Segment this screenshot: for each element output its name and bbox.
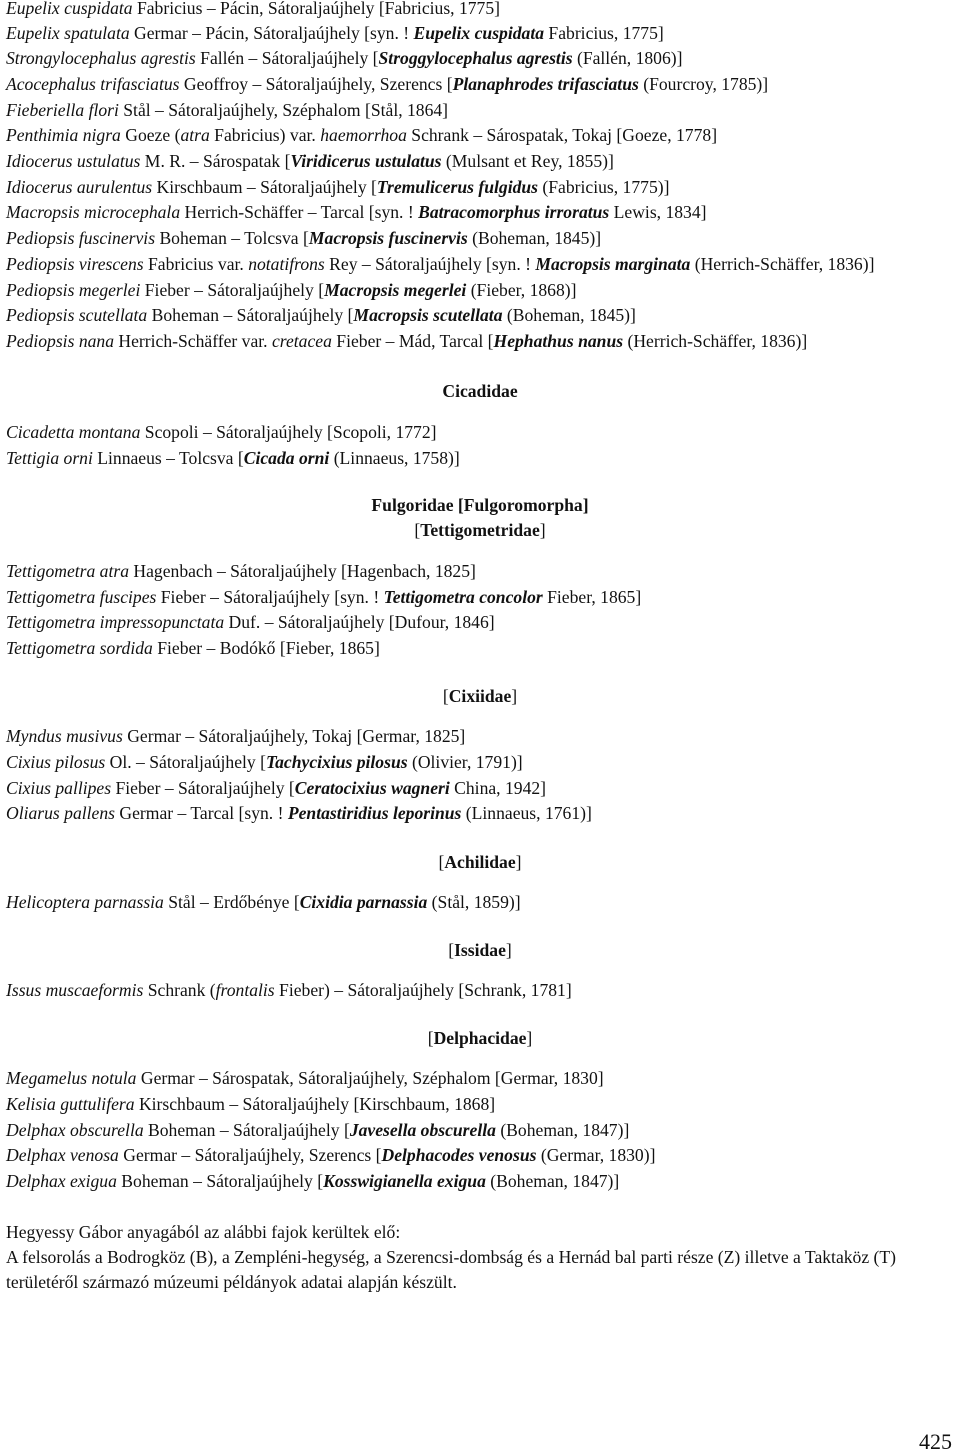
species-entry	[6, 586, 956, 608]
species-name: Helicoptera parnassia	[6, 892, 164, 912]
species-entry	[6, 421, 956, 443]
species-name: Oliarus pallens	[6, 803, 115, 823]
valid-species-name: Macropsis fuscinervis	[308, 228, 468, 248]
entry-text: Rey – Sátoraljaújhely [syn. !	[324, 254, 536, 274]
species-name: Pediopsis megerlei	[6, 280, 141, 300]
entry-text: Schrank (	[143, 980, 216, 1000]
entry-text: Fieber – Bodókő [Fieber, 1865]	[152, 638, 380, 658]
entry-text: Goeze (	[120, 125, 181, 145]
species-name: Issus muscaeformis	[6, 980, 144, 1000]
species-entry	[6, 150, 956, 172]
valid-species-name: Pentastiridius leporinus	[287, 803, 462, 823]
entry-text: Fieber, 1865]	[542, 587, 642, 607]
species-name: Myndus musivus	[6, 726, 123, 746]
entry-text: Stål – Sátoraljaújhely, Széphalom [Stål, 1864]	[118, 100, 449, 120]
species-entry	[6, 611, 956, 633]
entry-text: (Boheman, 1847)]	[495, 1120, 630, 1140]
species-name: atra	[180, 125, 210, 145]
species-entry	[6, 802, 956, 824]
entry-text: Ol. – Sátoraljaújhely [	[105, 752, 266, 772]
species-name: Idiocerus aurulentus	[6, 177, 153, 197]
entry-text: Germar – Sárospatak, Sátoraljaújhely, Széphalom [Germar, 1830]	[136, 1068, 604, 1088]
entry-text: Kirschbaum – Sátoraljaújhely [Kirschbaum, 1868]	[134, 1094, 496, 1114]
species-name: Delphax exigua	[6, 1171, 117, 1191]
entry-text: China, 1942]	[449, 778, 547, 798]
species-entry	[6, 637, 956, 659]
valid-species-name: Ceratocixius wagneri	[294, 778, 450, 798]
species-name: Macropsis microcephala	[6, 202, 181, 222]
section-heading-cicadidae: Cicadidae	[442, 381, 518, 401]
valid-species-name: Cicada orni	[243, 448, 330, 468]
entry-text: (Boheman, 1845)]	[467, 228, 602, 248]
entry-text: Geoffroy – Sátoraljaújhely, Szerencs [	[179, 74, 453, 94]
species-entry	[6, 560, 956, 582]
entry-text: Fieber – Sátoraljaújhely [	[140, 280, 325, 300]
entry-text: Boheman – Sátoraljaújhely [	[116, 1171, 324, 1191]
species-entry	[6, 330, 956, 352]
entry-text: (Linnaeus, 1761)]	[461, 803, 592, 823]
species-entry	[6, 47, 956, 69]
entry-text: Boheman – Tolcsva [	[155, 228, 309, 248]
valid-species-name: Eupelix cuspidata	[413, 23, 545, 43]
species-entry	[6, 0, 956, 19]
entry-text: (Herrich-Schäffer, 1836)]	[623, 331, 808, 351]
species-name: Tettigometra sordida	[6, 638, 153, 658]
species-entry	[6, 447, 956, 469]
species-name: Acocephalus trifasciatus	[6, 74, 180, 94]
entry-text: (Linnaeus, 1758)]	[329, 448, 460, 468]
section-heading-delphacidae: [Delphacidae]	[427, 1028, 533, 1048]
entry-text: Boheman – Sátoraljaújhely [	[143, 1120, 350, 1140]
valid-species-name: Hephathus nanus	[493, 331, 624, 351]
species-name: Pediopsis scutellata	[6, 305, 148, 325]
entry-text: Fabricius – Pácin, Sátoraljaújhely [Fabricius, 1775]	[132, 0, 501, 18]
entry-text: (Olivier, 1791)]	[407, 752, 523, 772]
valid-species-name: Tachycixius pilosus	[265, 752, 408, 772]
species-name: Tettigometra fuscipes	[6, 587, 157, 607]
valid-species-name: Macropsis marginata	[535, 254, 691, 274]
species-entry	[6, 253, 956, 275]
species-name: Kelisia guttulifera	[6, 1094, 135, 1114]
entry-text: (Mulsant et Rey, 1855)]	[441, 151, 614, 171]
valid-species-name: Viridicerus ustulatus	[290, 151, 442, 171]
valid-species-name: Cixidia parnassia	[299, 892, 428, 912]
valid-species-name: Stroggylocephalus agrestis	[378, 48, 573, 68]
species-entry	[6, 73, 956, 95]
valid-species-name: Kosswigianella exigua	[323, 1171, 486, 1191]
species-name: Cixius pallipes	[6, 778, 112, 798]
species-name: Cicadetta montana	[6, 422, 141, 442]
entry-text: Fieber) – Sátoraljaújhely [Schrank, 1781]	[274, 980, 572, 1000]
species-name: Eupelix spatulata	[6, 23, 130, 43]
entry-text: (Herrich-Schäffer, 1836)]	[690, 254, 875, 274]
entry-text: Herrich-Schäffer – Tarcal [syn. !	[180, 202, 419, 222]
entry-text: Boheman – Sátoraljaújhely [	[147, 305, 354, 325]
species-name: Tettigia orni	[6, 448, 93, 468]
species-entry	[6, 891, 956, 913]
valid-species-name: Batracomorphus irroratus	[418, 202, 610, 222]
species-entry	[6, 1067, 956, 1089]
species-entry	[6, 751, 956, 773]
species-entry	[6, 124, 956, 146]
page-number: 425	[919, 1429, 952, 1454]
species-entry	[6, 176, 956, 198]
species-name: Tettigometra impressopunctata	[6, 612, 225, 632]
entry-text: Germar – Tarcal [syn. !	[115, 803, 288, 823]
species-name: notatifrons	[248, 254, 325, 274]
entry-text: Scopoli – Sátoraljaújhely [Scopoli, 1772]	[140, 422, 437, 442]
species-name: Delphax obscurella	[6, 1120, 144, 1140]
footer-intro: Hegyessy Gábor anyagából az alábbi fajok kerültek elő:	[6, 1222, 401, 1242]
entry-text: (Boheman, 1845)]	[502, 305, 636, 325]
valid-species-name: Delphacodes venosus	[381, 1145, 537, 1165]
entry-text: Fieber – Mád, Tarcal [	[331, 331, 494, 351]
section-heading-issidae: [Issidae]	[448, 940, 512, 960]
section-heading-cixiidae: [Cixiidae]	[442, 686, 518, 706]
valid-species-name: Tettigometra concolor	[383, 587, 543, 607]
valid-species-name: Planaphrodes trifasciatus	[452, 74, 639, 94]
entry-text: (Fallén, 1806)]	[572, 48, 683, 68]
species-name: Megamelus notula	[6, 1068, 137, 1088]
entry-text: Fieber – Sátoraljaújhely [syn. !	[156, 587, 384, 607]
entry-text: (Fabricius, 1775)]	[538, 177, 670, 197]
species-name: Idiocerus ustulatus	[6, 151, 141, 171]
entry-text: Germar – Sátoraljaújhely, Tokaj [Germar, 1825]	[122, 726, 466, 746]
entry-text: Herrich-Schäffer var.	[114, 331, 272, 351]
entry-text: Schrank – Sárospatak, Tokaj [Goeze, 1778]	[406, 125, 718, 145]
entry-text: (Boheman, 1847)]	[485, 1171, 620, 1191]
entry-text: Fabricius var.	[143, 254, 249, 274]
species-name: Pediopsis nana	[6, 331, 115, 351]
species-entry	[6, 1144, 956, 1166]
species-name: Pediopsis fuscinervis	[6, 228, 156, 248]
species-name: Penthimia nigra	[6, 125, 121, 145]
species-entry	[6, 777, 956, 799]
species-name: Fieberiella flori	[6, 100, 119, 120]
species-entry	[6, 22, 956, 44]
species-name: frontalis	[215, 980, 275, 1000]
species-name: Tettigometra atra	[6, 561, 130, 581]
species-name: Delphax venosa	[6, 1145, 119, 1165]
section-heading-fulgoridae: Fulgoridae [Fulgoromorpha]	[371, 495, 589, 515]
species-name: Cixius pilosus	[6, 752, 106, 772]
species-entry	[6, 1170, 956, 1192]
valid-species-name: Tremulicerus fulgidus	[376, 177, 539, 197]
entry-text: M. R. – Sárospatak [	[140, 151, 291, 171]
species-entry	[6, 1093, 956, 1115]
entry-text: Fallén – Sátoraljaújhely [	[195, 48, 379, 68]
species-name: Pediopsis virescens	[6, 254, 144, 274]
valid-species-name: Javesella obscurella	[349, 1120, 496, 1140]
entry-text: Germar – Sátoraljaújhely, Szerencs [	[118, 1145, 382, 1165]
species-entry	[6, 725, 956, 747]
section-heading-achilidae: [Achilidae]	[438, 852, 522, 872]
entry-text: Linnaeus – Tolcsva [	[92, 448, 244, 468]
species-name: Strongylocephalus agrestis	[6, 48, 196, 68]
valid-species-name: Macropsis megerlei	[324, 280, 467, 300]
species-entry	[6, 227, 956, 249]
species-name: Eupelix cuspidata	[6, 0, 133, 18]
entry-text: Duf. – Sátoraljaújhely [Dufour, 1846]	[224, 612, 495, 632]
entry-text: Fabricius) var.	[209, 125, 321, 145]
entry-text: Fabricius, 1775]	[544, 23, 664, 43]
entry-text: Fieber – Sátoraljaújhely [	[111, 778, 295, 798]
species-entry	[6, 979, 956, 1001]
species-name: cretacea	[271, 331, 332, 351]
species-entry	[6, 279, 956, 301]
entry-text: (Fieber, 1868)]	[466, 280, 577, 300]
species-entry	[6, 99, 956, 121]
entry-text: (Stål, 1859)]	[427, 892, 521, 912]
species-name: haemorrhoa	[320, 125, 407, 145]
entry-text: Hagenbach – Sátoraljaújhely [Hagenbach, 1825]	[129, 561, 476, 581]
entry-text: Lewis, 1834]	[609, 202, 707, 222]
footer-paragraph: A felsorolás a Bodrogköz (B), a Zempléni-hegység, a Szerencsi-dombság és a Hernád bal parti része (Z) illetve a Taktaköz (T) területéről származó múzeumi példányok adatai alapján készült.	[6, 1247, 897, 1292]
valid-species-name: Macropsis scutellata	[353, 305, 503, 325]
entry-text: Germar – Pácin, Sátoraljaújhely [syn. !	[129, 23, 414, 43]
entry-text: Stål – Erdőbénye [	[163, 892, 300, 912]
entry-text: (Germar, 1830)]	[536, 1145, 656, 1165]
species-entry	[6, 304, 956, 326]
entry-text: (Fourcroy, 1785)]	[638, 74, 769, 94]
species-entry	[6, 1119, 956, 1141]
subsection-heading-tettigometridae: [Tettigometridae]	[414, 520, 546, 540]
entry-text: Kirschbaum – Sátoraljaújhely [	[152, 177, 377, 197]
species-entry	[6, 201, 956, 223]
